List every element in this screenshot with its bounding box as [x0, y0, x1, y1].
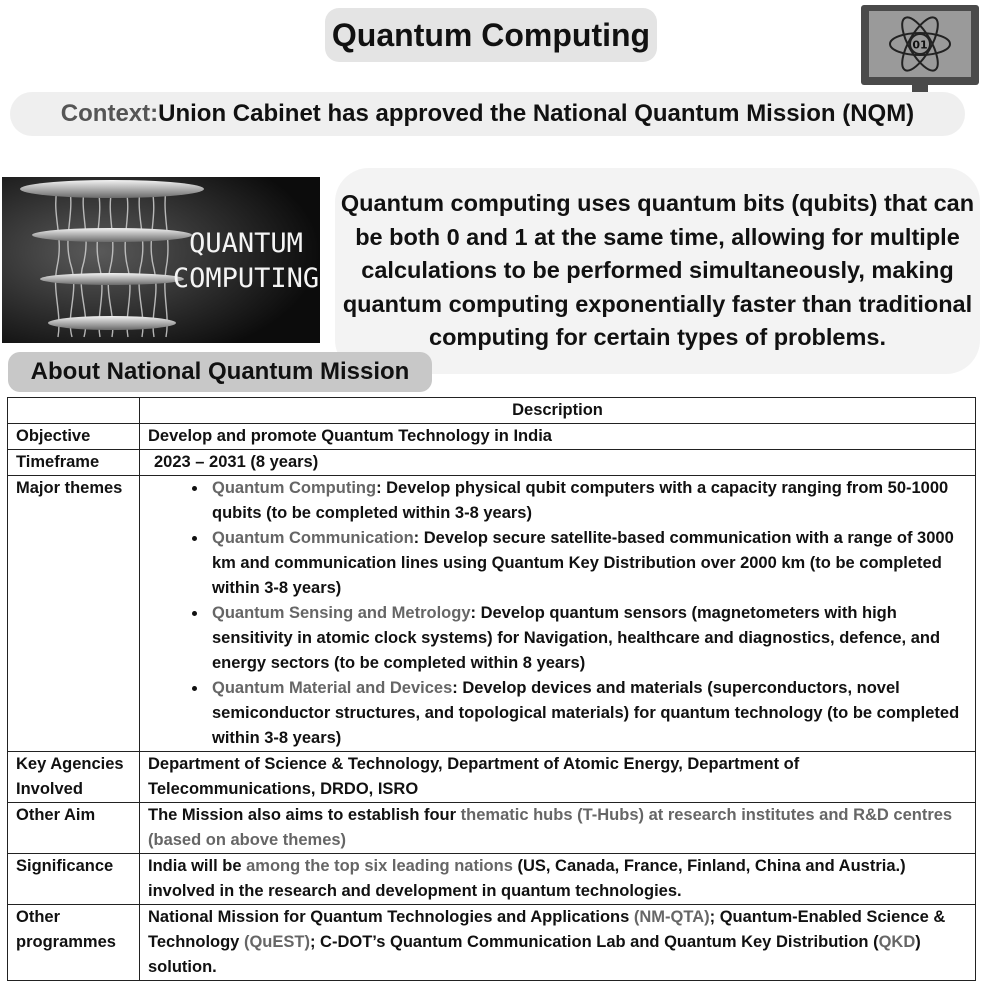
- quantum-intro-text: Quantum computing uses quantum bits (qubits) that can be both 0 and 1 at the same time, allowing for multiple calculations to be performed simultaneously, making quantum computing exponentially faster than traditional computing for certain types of problems.: [335, 168, 980, 374]
- row-value: National Mission for Quantum Technologies and Applications (NM-QTA); Quantum-Enabled Science & Technology (QuEST); C-DOT’s Quantum Communication Lab and Quantum Key Distribution (QKD) solution.: [140, 905, 976, 981]
- nqm-table: [7, 397, 976, 981]
- header-cell-empty: [8, 398, 140, 424]
- table-row-other-aim: [8, 803, 976, 854]
- context-banner: Context : Union Cabinet has approved the National Quantum Mission (NQM): [10, 92, 965, 136]
- list-item: • Quantum Material and Devices: Develop devices and materials (superconductors, novel semiconductor structures, and topological materials) for quantum technology (to be completed within 3-8 years): [208, 676, 967, 751]
- table-row-significance: [8, 854, 976, 905]
- table-row-other-programmes: [8, 905, 976, 981]
- table-row-timeframe: [8, 450, 976, 476]
- row-value: Develop and promote Quantum Technology in India: [140, 424, 976, 450]
- monitor-atom-icon: [858, 2, 982, 106]
- header-cell-description: Description: [140, 398, 976, 424]
- context-text: Union Cabinet has approved the National Quantum Mission (NQM): [158, 100, 915, 127]
- table-row-major-themes: [8, 476, 976, 752]
- svg-text:COMPUTING: COMPUTING: [172, 263, 320, 294]
- table-row-objective: [8, 424, 976, 450]
- page-title: Quantum Computing: [325, 8, 657, 62]
- row-value: Department of Science & Technology, Department of Atomic Energy, Department of Telecommunications, DRDO, ISRO: [140, 752, 976, 803]
- row-label: Other Aim: [8, 803, 140, 854]
- context-label: Context: [60, 100, 151, 127]
- quantum-computer-image: [2, 177, 320, 343]
- row-label: Major themes: [8, 476, 140, 752]
- table-header-row: [8, 398, 976, 424]
- svg-text:01: 01: [912, 38, 928, 52]
- row-value: The Mission also aims to establish four thematic hubs (T-Hubs) at research institutes and R&D centres (based on above themes): [140, 803, 976, 854]
- list-item: • Quantum Computing: Develop physical qubit computers with a capacity ranging from 50-1000 qubits (to be completed within 3-8 years): [208, 476, 967, 526]
- section-title: About National Quantum Mission: [8, 352, 432, 392]
- row-label: Objective: [8, 424, 140, 450]
- themes-list: [148, 476, 967, 751]
- svg-text:QUANTUM: QUANTUM: [189, 228, 303, 259]
- table-row-key-agencies: [8, 752, 976, 803]
- list-item: • Quantum Communication: Develop secure satellite-based communication with a range of 3000 km and communication lines using Quantum Key Distribution over 2000 km (to be completed within 3-8 years): [208, 526, 967, 601]
- row-label: Timeframe: [8, 450, 140, 476]
- row-label: Key Agencies Involved: [8, 752, 140, 803]
- list-item: • Quantum Sensing and Metrology: Develop quantum sensors (magnetometers with high sensitivity in atomic clock systems) for Navigation, healthcare and diagnostics, defence, and energy sectors (to be completed within 8 years): [208, 601, 967, 676]
- row-value: [140, 476, 976, 752]
- row-value: India will be among the top six leading nations (US, Canada, France, Finland, China and Austria.) involved in the research and development in quantum technologies.: [140, 854, 976, 905]
- row-label: Significance: [8, 854, 140, 905]
- row-label: Other programmes: [8, 905, 140, 981]
- row-value: 2023 – 2031 (8 years): [140, 450, 976, 476]
